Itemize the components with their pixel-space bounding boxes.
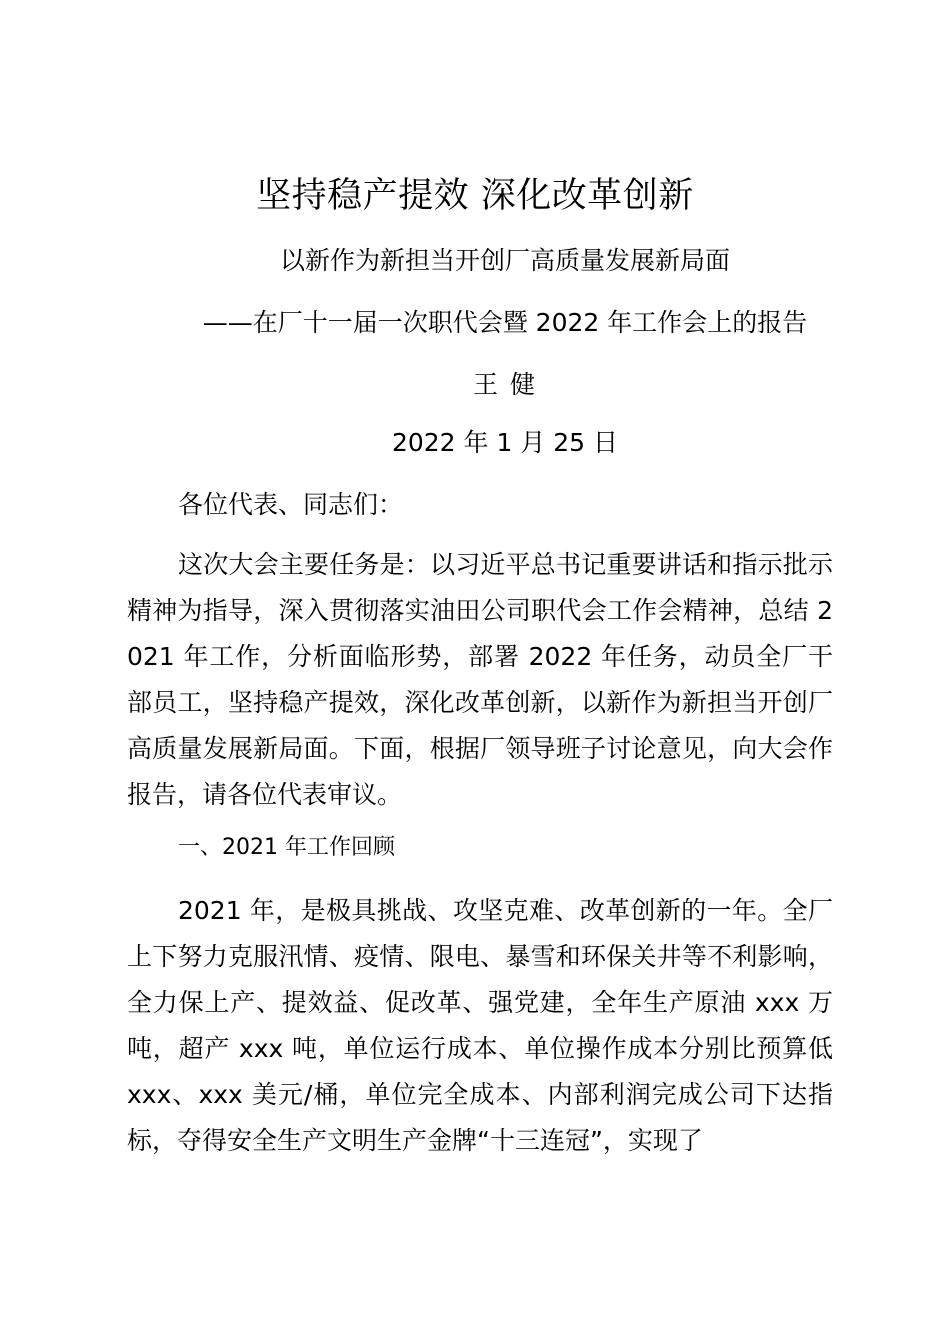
report-date: 2022 年 1 月 25 日 [391, 428, 619, 457]
section-heading: 一、2021 年工作回顾 [178, 835, 395, 860]
document-subtitle: 以新作为新担当开创厂高质量发展新局面 [279, 246, 730, 275]
report-occasion-line: ——在厂十一届一次职代会暨 2022 年工作会上的报告 [202, 308, 808, 337]
author-name: 王 健 [473, 370, 537, 399]
salutation: 各位代表、同志们： [178, 490, 404, 519]
document-title: 坚持稳产提效 深化改革创新 [256, 176, 694, 216]
review-paragraph: 2021 年，是极具挑战、攻坚克难、改革创新的一年。全厂上下努力克服汛情、疫情、限电、暴雪和环保关井等不利影响，全力保上产、提效益、促改革、强党建，全年生产原油 xxx 万吨，超产 xxx 吨，单位运行成本、单位操作成本分别比预算低 xxx、xxx 美元/桶，单位完全成本、内部利润完成公司下达指标，夺得安全生产文明生产金牌“十三连冠”，实现了 [127, 896, 833, 1155]
intro-paragraph: 这次大会主要任务是：以习近平总书记重要讲话和指示批示精神为指导，深入贯彻落实油田公司职代会工作会精神，总结 2021 年工作，分析面临形势，部署 2022 年任务，动员全厂干部员工，坚持稳产提效，深化改革创新，以新作为新担当开创厂高质量发展新局面。下面，根据厂领导班子讨论意见，向大会作报告，请各位代表审议。 [127, 550, 833, 809]
